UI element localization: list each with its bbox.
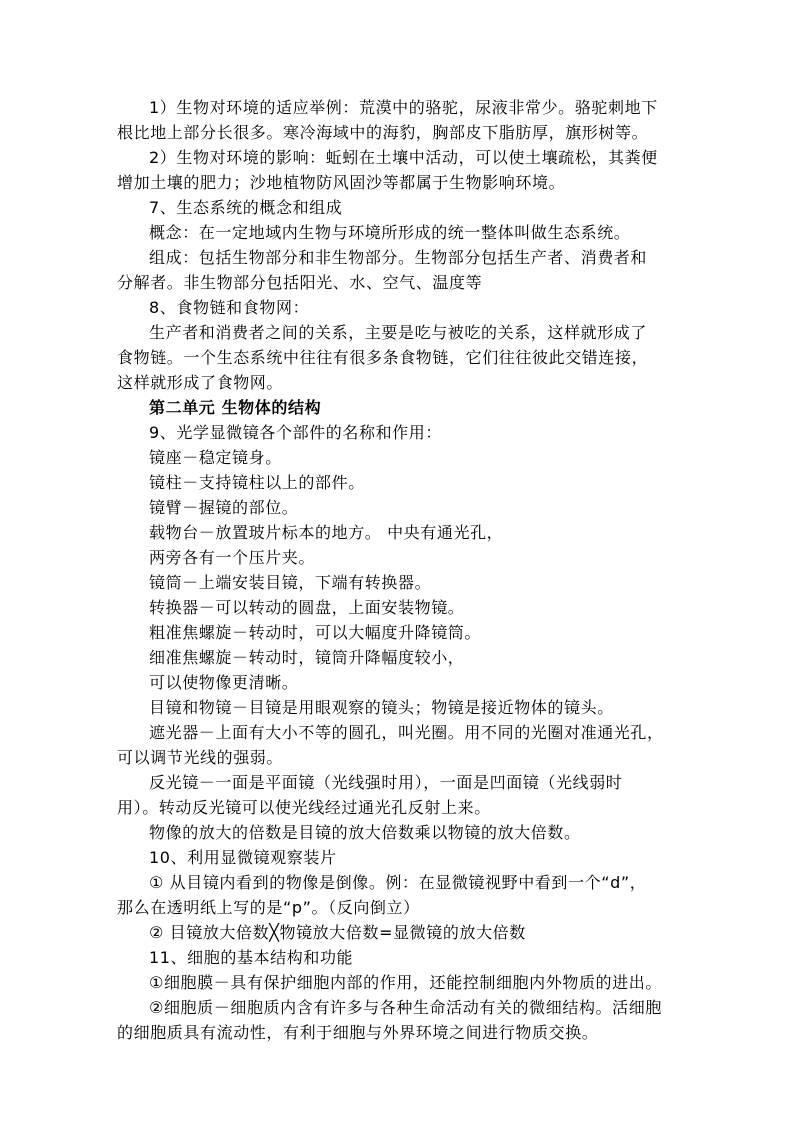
text-line: ① 从目镜内看到的物像是倒像。例：在显微镜视野中看到一个“d”，: [149, 873, 647, 892]
text-line: 分解者。非生物部分包括阳光、水、空气、温度等: [117, 273, 483, 292]
text-line: 粗准焦螺旋－转动时，可以大幅度升降镜筒。: [149, 623, 482, 642]
text-line: 根比地上部分长很多。寒冷海域中的海豹，胸部皮下脂肪厚，旗形树等。: [117, 123, 649, 142]
text-line: 这样就形成了食物网。: [117, 373, 284, 392]
text-line: 用）。转动反光镜可以使光线经过通光孔反射上来。: [117, 798, 491, 817]
text-line: 反光镜－一面是平面镜（光线强时用），一面是凹面镜（光线弱时: [149, 773, 623, 792]
text-line: 载物台－放置玻片标本的地方。 中央有通光孔，: [149, 523, 504, 542]
text-line: 2）生物对环境的影响：蚯蚓在土壤中活动，可以使土壤疏松，其粪便: [149, 148, 658, 167]
text-line: ② 目镜放大倍数╳物镜放大倍数=显微镜的放大倍数: [149, 923, 526, 942]
text-line: 镜臂－握镜的部位。: [149, 498, 299, 517]
section-heading: 9、光学显微镜各个部件的名称和作用：: [149, 423, 442, 442]
text-line: 可以调节光线的强弱。: [117, 748, 284, 767]
text-line: 目镜和物镜－目镜是用眼观察的镜头；物镜是接近物体的镜头。: [149, 698, 614, 717]
text-line: 物像的放大的倍数是目镜的放大倍数乘以物镜的放大倍数。: [149, 823, 581, 842]
text-line: 食物链。一个生态系统中往往有很多条食物链，它们往往彼此交错连接，: [117, 348, 649, 367]
text-line: ①细胞膜－具有保护细胞内部的作用，还能控制细胞内外物质的进出。: [149, 973, 662, 992]
text-line: 1）生物对环境的适应举例：荒漠中的骆驼，尿液非常少。骆驼刺地下: [149, 98, 658, 117]
unit-title: 第二单元 生物体的结构: [149, 398, 322, 417]
section-heading: 10、利用显微镜观察装片: [149, 848, 337, 867]
text-line: 两旁各有一个压片夹。: [149, 548, 316, 567]
text-line: 那么在透明纸上写的是“p”。（反向倒立）: [117, 898, 420, 917]
text-line: 镜柱－支持镜柱以上的部件。: [149, 473, 365, 492]
text-line: 遮光器－上面有大小不等的圆孔，叫光圈。用不同的光圈对准通光孔，: [149, 723, 664, 742]
text-line: 可以使物像更清晰。: [149, 673, 299, 692]
text-line: 生产者和消费者之间的关系，主要是吃与被吃的关系，这样就形成了: [149, 323, 648, 342]
text-line: 组成：包括生物部分和非生物部分。生物部分包括生产者、消费者和: [149, 248, 648, 267]
text-line: 镜座－稳定镜身。: [149, 448, 282, 467]
section-heading: 7、生态系统的概念和组成: [149, 198, 343, 217]
text-line: 细准焦螺旋－转动时，镜筒升降幅度较小，: [149, 648, 465, 667]
text-line: ②细胞质－细胞质内含有许多与各种生命活动有关的微细结构。活细胞: [149, 998, 662, 1017]
section-heading: 8、食物链和食物网：: [149, 298, 310, 317]
text-line: 增加土壤的肥力；沙地植物防风固沙等都属于生物影响环境。: [117, 173, 566, 192]
text-line: 转换器－可以转动的圆盘，上面安装物镜。: [149, 598, 465, 617]
text-line: 的细胞质具有流动性，有利于细胞与外界环境之间进行物质交换。: [117, 1023, 599, 1042]
text-line: 镜筒－上端安装目镜，下端有转换器。: [149, 573, 432, 592]
text-line: 概念：在一定地域内生物与环境所形成的统一整体叫做生态系统。: [149, 223, 631, 242]
section-heading: 11、细胞的基本结构和功能: [149, 948, 354, 967]
